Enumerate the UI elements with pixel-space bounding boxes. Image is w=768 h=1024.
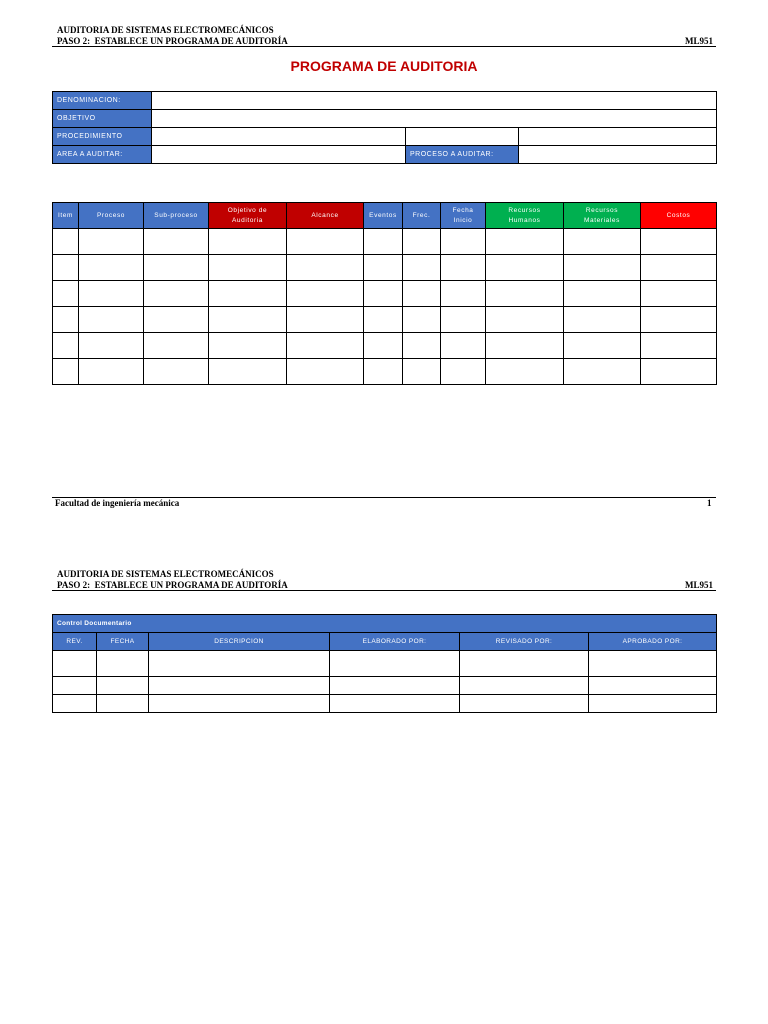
table-cell [364,333,403,359]
table-cell [460,651,589,677]
page-title: PROGRAMA DE AUDITORIA [290,58,478,74]
table-cell [149,677,330,695]
table-cell [403,359,441,385]
column-header-fecha: FECHA [97,633,149,651]
audit-program-table [52,202,717,385]
table-cell [441,281,486,307]
table-cell [403,229,441,255]
table-cell [209,281,287,307]
table-cell [403,307,441,333]
table-cell [53,651,97,677]
table-cell [209,255,287,281]
table-cell [53,307,79,333]
table-cell [53,255,79,281]
table-cell [364,307,403,333]
column-header-elaborado-por: ELABORADO POR: [330,633,460,651]
column-header-descripcion: DESCRIPCION [149,633,330,651]
column-header-label: Recursos Humanos [508,207,541,224]
table-cell [287,281,364,307]
table-cell [330,677,460,695]
page-number: 1 [707,498,712,508]
document-control-table [52,614,717,713]
header-title: AUDITORIA DE SISTEMAS ELECTROMECÁNICOS [57,25,274,35]
table-cell [364,359,403,385]
table-cell [641,255,717,281]
column-header-proceso [79,203,144,229]
header-step: PASO 2: ESTABLECE UN PROGRAMA DE AUDITORÍA [57,580,288,590]
header-document-code: ML951 [685,580,713,590]
table-cell [79,307,144,333]
control-table-title: Control Documentario [53,615,717,633]
column-header-label: Recursos Materiales [584,207,620,224]
area-a-auditar-value-cell [152,146,406,164]
table-cell [287,333,364,359]
header-title: AUDITORIA DE SISTEMAS ELECTROMECÁNICOS [57,569,274,579]
table-row [53,359,717,385]
area-row [53,146,717,164]
column-header-revisado-por: REVISADO POR: [460,633,589,651]
table-cell [589,677,717,695]
procedimiento-value-cell [152,128,406,146]
table-cell [403,281,441,307]
table-cell [144,359,209,385]
column-header-aprobado-por: APROBADO POR: [589,633,717,651]
header-document-code: ML951 [685,36,713,46]
control-table-body [53,651,717,713]
table-cell [209,307,287,333]
table-cell [79,359,144,385]
table-cell [209,333,287,359]
table-cell [209,229,287,255]
table-cell [364,229,403,255]
column-header-item [53,203,79,229]
column-header-label: Eventos [369,211,397,219]
denominacion-label: DENOMINACION: [53,92,152,110]
table-cell [287,229,364,255]
objetivo-value-cell [152,110,717,128]
table-cell [641,229,717,255]
table-cell [641,333,717,359]
column-header-label: Costos [666,211,691,219]
table-header-row [53,203,717,229]
table-row [53,333,717,359]
table-cell [589,695,717,713]
table-cell [486,255,564,281]
table-cell [330,695,460,713]
column-header-rev: REV. [53,633,97,651]
table-cell [564,281,641,307]
table-row [53,307,717,333]
table-cell [589,651,717,677]
objetivo-label: OBJETIVO [53,110,152,128]
table-cell [441,229,486,255]
table-cell [364,255,403,281]
column-header-fecha-inicio [441,203,486,229]
table-cell [53,695,97,713]
table-cell [564,333,641,359]
table-cell [330,651,460,677]
table-cell [287,307,364,333]
column-header-recursos-materiales [564,203,641,229]
table-cell [144,333,209,359]
table-cell [149,695,330,713]
column-header-recursos-humanos [486,203,564,229]
table-cell [641,307,717,333]
column-header-eventos [364,203,403,229]
column-header-alcance [287,203,364,229]
table-cell [641,359,717,385]
table-cell [144,307,209,333]
column-header-label: Item [57,211,74,219]
footer-faculty: Facultad de ingeniería mecánica [55,498,180,508]
audit-info-table [52,91,717,164]
table-cell [486,307,564,333]
denominacion-value-cell [152,92,717,110]
table-cell [441,333,486,359]
column-header-label: Proceso [96,211,126,219]
table-cell [149,651,330,677]
page-header [52,24,716,47]
table-row [53,255,717,281]
table-cell [79,281,144,307]
table-cell [97,695,149,713]
table-row [53,281,717,307]
table-cell [97,677,149,695]
table-cell [403,333,441,359]
table-cell [564,229,641,255]
table-cell [460,695,589,713]
column-header-label: Sub-proceso [154,211,198,219]
table-row [53,229,717,255]
table-cell [441,307,486,333]
proceso-a-auditar-label: PROCESO A AUDITAR: [406,146,519,164]
table-cell [79,255,144,281]
column-header-label: Alcance [311,211,339,219]
denominacion-row [53,92,717,110]
table-cell [564,255,641,281]
table-row [53,677,717,695]
table-cell [486,359,564,385]
table-cell [460,677,589,695]
procedimiento-extra-cell [519,128,717,146]
column-header-label: Objetivo de Auditoria [227,207,268,224]
table-cell [403,255,441,281]
column-header-sub-proceso [144,203,209,229]
table-cell [79,229,144,255]
table-cell [441,255,486,281]
table-cell [364,281,403,307]
objetivo-row [53,110,717,128]
table-cell [564,307,641,333]
table-cell [287,359,364,385]
procedimiento-extra-cell [406,128,519,146]
column-header-objetivo [209,203,287,229]
table-cell [564,359,641,385]
table-row [53,695,717,713]
table-cell [209,359,287,385]
control-title-row [53,615,717,633]
table-cell [486,281,564,307]
column-header-label: Frec. [412,211,431,219]
program-table-body [53,229,717,385]
table-cell [486,333,564,359]
table-cell [53,677,97,695]
table-cell [53,281,79,307]
table-cell [53,229,79,255]
table-cell [641,281,717,307]
table-cell [53,359,79,385]
column-header-frecuencia [403,203,441,229]
table-cell [97,651,149,677]
table-cell [144,229,209,255]
table-cell [53,333,79,359]
table-cell [441,359,486,385]
page-header [52,568,716,591]
table-cell [287,255,364,281]
table-cell [486,229,564,255]
column-header-costos [641,203,717,229]
table-cell [144,255,209,281]
proceso-a-auditar-value-cell [519,146,717,164]
header-step: PASO 2: ESTABLECE UN PROGRAMA DE AUDITORÍA [57,36,288,46]
table-header-row [53,633,717,651]
column-header-label: Fecha Inicio [452,207,474,224]
table-cell [79,333,144,359]
procedimiento-label: PROCEDIMIENTO [53,128,152,146]
table-cell [144,281,209,307]
area-a-auditar-label: AREA A AUDITAR: [53,146,152,164]
procedimiento-row [53,128,717,146]
table-row [53,651,717,677]
